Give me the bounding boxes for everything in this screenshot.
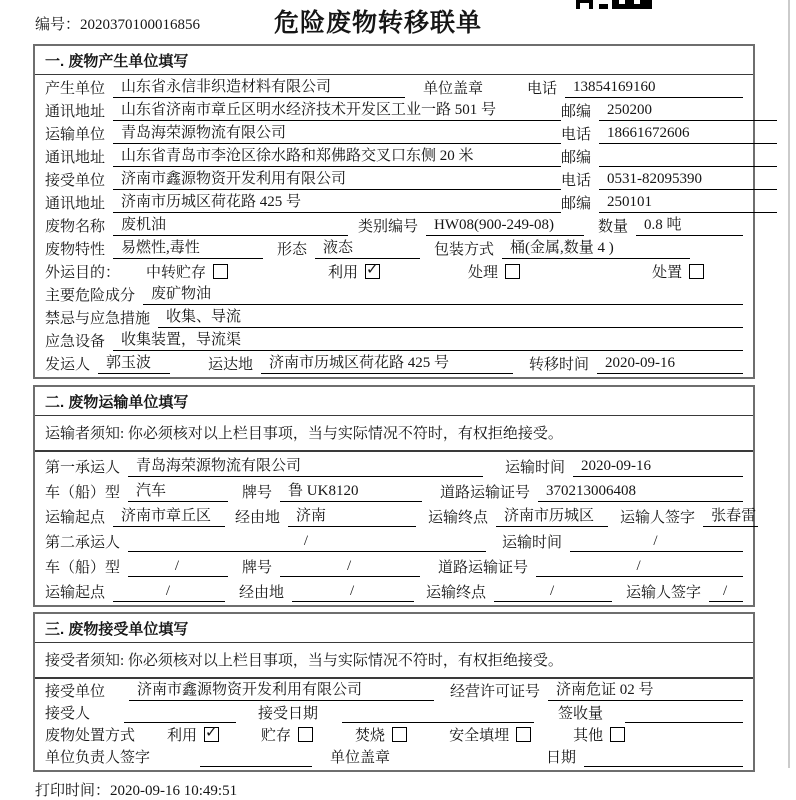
- row-vehicle2: [35, 555, 753, 580]
- category-no-label: 类别编号: [358, 219, 419, 235]
- end2-label: 运输终点: [426, 585, 487, 601]
- producer-value: 山东省永信非织造材料有限公司: [113, 75, 405, 98]
- checkbox-unchecked-icon: [610, 727, 625, 742]
- transporter-phone-label: 电话: [561, 127, 592, 143]
- via2-value: /: [292, 583, 414, 602]
- receiver-notice: 接受者须知: 你必须核对以上栏目事项，当与实际情况不符时，有权拒绝接受。: [35, 643, 753, 679]
- page-edge-line: [788, 0, 790, 768]
- disposal-option-label: 贮存: [261, 728, 292, 744]
- manager-sign-label: 单位负责人签字: [45, 750, 151, 766]
- checkbox-unchecked-icon: [392, 727, 407, 742]
- manager-sign-value: [200, 750, 312, 767]
- purpose-option-utilize: [328, 261, 380, 282]
- row-acceptor: [35, 704, 753, 726]
- category-no-value: HW08(900-249-08): [426, 217, 584, 236]
- taboo-value: 收集、导流: [158, 305, 743, 328]
- row-accept-unit: [35, 682, 753, 704]
- receiver-addr-label: 通讯地址: [45, 196, 106, 212]
- carrier1-label: 第一承运人: [45, 460, 121, 476]
- producer-phone-value: 13854169160: [565, 79, 743, 98]
- equipment-label: 应急设备: [45, 334, 106, 350]
- purpose-option-label: 中转贮存: [146, 265, 207, 281]
- row-waste-character: [35, 239, 753, 262]
- section-transporter: [33, 385, 755, 607]
- sign1-value: 张春雷: [703, 504, 758, 527]
- vehicle1-label: 车（船）型: [45, 485, 121, 501]
- vehicle1-value: 汽车: [128, 479, 228, 502]
- end1-value: 济南市历城区: [496, 504, 608, 527]
- date-value: [584, 750, 743, 767]
- transporter-label: 运输单位: [45, 127, 106, 143]
- receiver-zip-label: 邮编: [561, 196, 592, 212]
- disposal-option-incinerate: [355, 724, 407, 745]
- transfer-time-value: 2020-09-16: [597, 355, 743, 374]
- disposal-option-landfill: [449, 724, 531, 745]
- road-cert2-value: /: [536, 558, 743, 577]
- sign2-label: 运输人签字: [626, 585, 702, 601]
- consignor-value: 郭玉波: [98, 351, 170, 374]
- receiver-phone-label: 电话: [561, 173, 592, 189]
- transporter-addr-value: 山东省青岛市李沧区徐水路和郑佛路交叉口东侧 20 米: [113, 144, 561, 167]
- origin2-label: 运输起点: [45, 585, 106, 601]
- destination-label: 运达地: [208, 357, 254, 373]
- origin2-value: /: [113, 583, 225, 602]
- date-label: 日期: [546, 750, 577, 766]
- section3-title: 三. 废物接受单位填写: [35, 614, 753, 643]
- purpose-option-label: 处理: [468, 265, 499, 281]
- taboo-label: 禁忌与应急措施: [45, 311, 151, 327]
- row-carrier1: [35, 455, 753, 480]
- accept-date-label: 接受日期: [258, 706, 319, 722]
- time1-label: 运输时间: [505, 460, 566, 476]
- end2-value: /: [494, 583, 612, 602]
- form-state-label: 形态: [277, 242, 308, 258]
- purpose-option-transfer-storage: [146, 261, 228, 282]
- transporter-zip-value: [599, 150, 777, 167]
- road-cert2-label: 道路运输证号: [438, 560, 529, 576]
- transporter-phone-value: 18661672606: [599, 125, 777, 144]
- transporter-addr-label: 通讯地址: [45, 150, 106, 166]
- producer-addr-value: 山东省济南市章丘区明水经济技术开发区工业一路 501 号: [113, 98, 561, 121]
- transporter-value: 青岛海荣源物流有限公司: [113, 121, 561, 144]
- consignor-label: 发运人: [45, 357, 91, 373]
- destination-value: 济南市历城区荷花路 425 号: [261, 351, 513, 374]
- disposal-option-label: 其他: [573, 728, 604, 744]
- producer-zip-value: 250200: [599, 102, 777, 121]
- acceptor-value: [124, 706, 236, 723]
- producer-label: 产生单位: [45, 81, 106, 97]
- purpose-option-treat: [468, 261, 520, 282]
- waste-name-value: 废机油: [113, 213, 348, 236]
- disposal-option-label: 安全填埋: [449, 728, 510, 744]
- row-manager-sign: [35, 748, 753, 770]
- row-vehicle1: [35, 480, 753, 505]
- vehicle2-value: /: [128, 558, 228, 577]
- print-time: [35, 779, 796, 800]
- waste-character-label: 废物特性: [45, 242, 106, 258]
- receiver-value: 济南市鑫源物资开发利用有限公司: [113, 167, 561, 190]
- section1-title: 一. 废物产生单位填写: [35, 46, 753, 75]
- purpose-label: 外运目的：: [45, 265, 121, 281]
- origin1-value: 济南市章丘区: [113, 504, 225, 527]
- carrier1-value: 青岛海荣源物流有限公司: [128, 454, 483, 477]
- producer-phone-label: 电话: [526, 81, 557, 97]
- checkbox-unchecked-icon: [298, 727, 313, 742]
- via2-label: 经由地: [239, 585, 285, 601]
- accept-unit-value: 济南市鑫源物资开发利用有限公司: [129, 678, 434, 701]
- receiver-phone-value: 0531-82095390: [599, 171, 777, 190]
- row-route2: [35, 580, 753, 605]
- doc-number-value: 2020370100016856: [80, 17, 201, 33]
- receiver-zip-value: 250101: [599, 194, 777, 213]
- road-cert1-label: 道路运输证号: [440, 485, 531, 501]
- transporter-notice: 运输者须知: 你必须核对以上栏目事项，当与实际情况不符时，有权拒绝接受。: [35, 416, 753, 452]
- section2-title: 二. 废物运输单位填写: [35, 387, 753, 416]
- transporter-zip-label: 邮编: [561, 150, 592, 166]
- plate2-label: 牌号: [242, 560, 273, 576]
- row-disposal-method: [35, 723, 753, 748]
- purpose-option-label: 利用: [328, 265, 359, 281]
- document-header: [0, 0, 796, 40]
- disposal-option-storage: [261, 724, 313, 745]
- purpose-option-dispose: [652, 261, 704, 282]
- transfer-time-label: 转移时间: [529, 357, 590, 373]
- license-value: 济南危证 02 号: [548, 678, 743, 701]
- carrier2-value: /: [128, 533, 486, 552]
- time1-value: 2020-09-16: [573, 458, 743, 477]
- license-label: 经营许可证号: [450, 684, 541, 700]
- form-state-value: 液态: [315, 236, 420, 259]
- checkbox-unchecked-icon: [689, 264, 704, 279]
- receiver-label: 接受单位: [45, 173, 106, 189]
- checkbox-checked-icon: ✓: [366, 260, 379, 278]
- page-title: 危险废物转移联单: [273, 9, 482, 37]
- packing-value: 桶(金属,数量 4 ): [502, 236, 690, 259]
- row-carrier2: [35, 530, 753, 555]
- hazard-value: 废矿物油: [143, 282, 743, 305]
- print-time-label: 打印时间：: [35, 783, 111, 799]
- sign2-value: /: [709, 583, 743, 602]
- doc-number-label: 编号：: [35, 17, 81, 33]
- checkbox-unchecked-icon: [505, 264, 520, 279]
- disposal-option-label: 焚烧: [355, 728, 386, 744]
- checkbox-unchecked-icon: [213, 264, 228, 279]
- disposal-label: 废物处置方式: [45, 728, 136, 744]
- unit-seal-label: 单位盖章: [330, 750, 391, 766]
- seal-label: 单位盖章: [423, 81, 484, 97]
- origin1-label: 运输起点: [45, 510, 106, 526]
- carrier2-label: 第二承运人: [45, 535, 121, 551]
- disposal-option-utilize: [167, 724, 219, 745]
- disposal-option-other: [573, 724, 625, 745]
- waste-name-label: 废物名称: [45, 219, 106, 235]
- hazard-label: 主要危险成分: [45, 288, 136, 304]
- packing-label: 包装方式: [434, 242, 495, 258]
- end1-label: 运输终点: [428, 510, 489, 526]
- sign1-label: 运输人签字: [620, 510, 696, 526]
- row-route1: [35, 505, 757, 530]
- quantity-label: 数量: [598, 219, 629, 235]
- disposal-option-label: 利用: [167, 728, 198, 744]
- qr-code-fragment-icon: [576, 0, 654, 9]
- accept-unit-label: 接受单位: [45, 684, 106, 700]
- section-producer: [33, 44, 755, 379]
- time2-label: 运输时间: [502, 535, 563, 551]
- print-time-value: 2020-09-16 10:49:51: [110, 783, 238, 799]
- section-receiver: [33, 612, 755, 772]
- checkbox-checked-icon: ✓: [205, 723, 218, 741]
- plate1-value: 鲁 UK8120: [280, 479, 422, 502]
- purpose-option-label: 处置: [652, 265, 683, 281]
- sign-qty-label: 签收量: [558, 706, 604, 722]
- accept-date-value: [342, 706, 534, 723]
- sign-qty-value: [625, 706, 743, 723]
- waste-character-value: 易燃性,毒性: [113, 236, 263, 259]
- checkbox-unchecked-icon: [516, 727, 531, 742]
- receiver-addr-value: 济南市历城区荷花路 425 号: [113, 190, 561, 213]
- quantity-value: 0.8 吨: [636, 213, 743, 236]
- acceptor-label: 接受人: [45, 706, 91, 722]
- via1-value: 济南: [288, 504, 416, 527]
- via1-label: 经由地: [235, 510, 281, 526]
- time2-value: /: [570, 533, 743, 552]
- producer-zip-label: 邮编: [561, 104, 592, 120]
- producer-addr-label: 通讯地址: [45, 104, 106, 120]
- row-consignor: [35, 354, 753, 377]
- plate2-value: /: [280, 558, 420, 577]
- vehicle2-label: 车（船）型: [45, 560, 121, 576]
- plate1-label: 牌号: [242, 485, 273, 501]
- equipment-value: 收集装置，导流渠: [113, 328, 743, 351]
- road-cert1-value: 370213006408: [538, 483, 743, 502]
